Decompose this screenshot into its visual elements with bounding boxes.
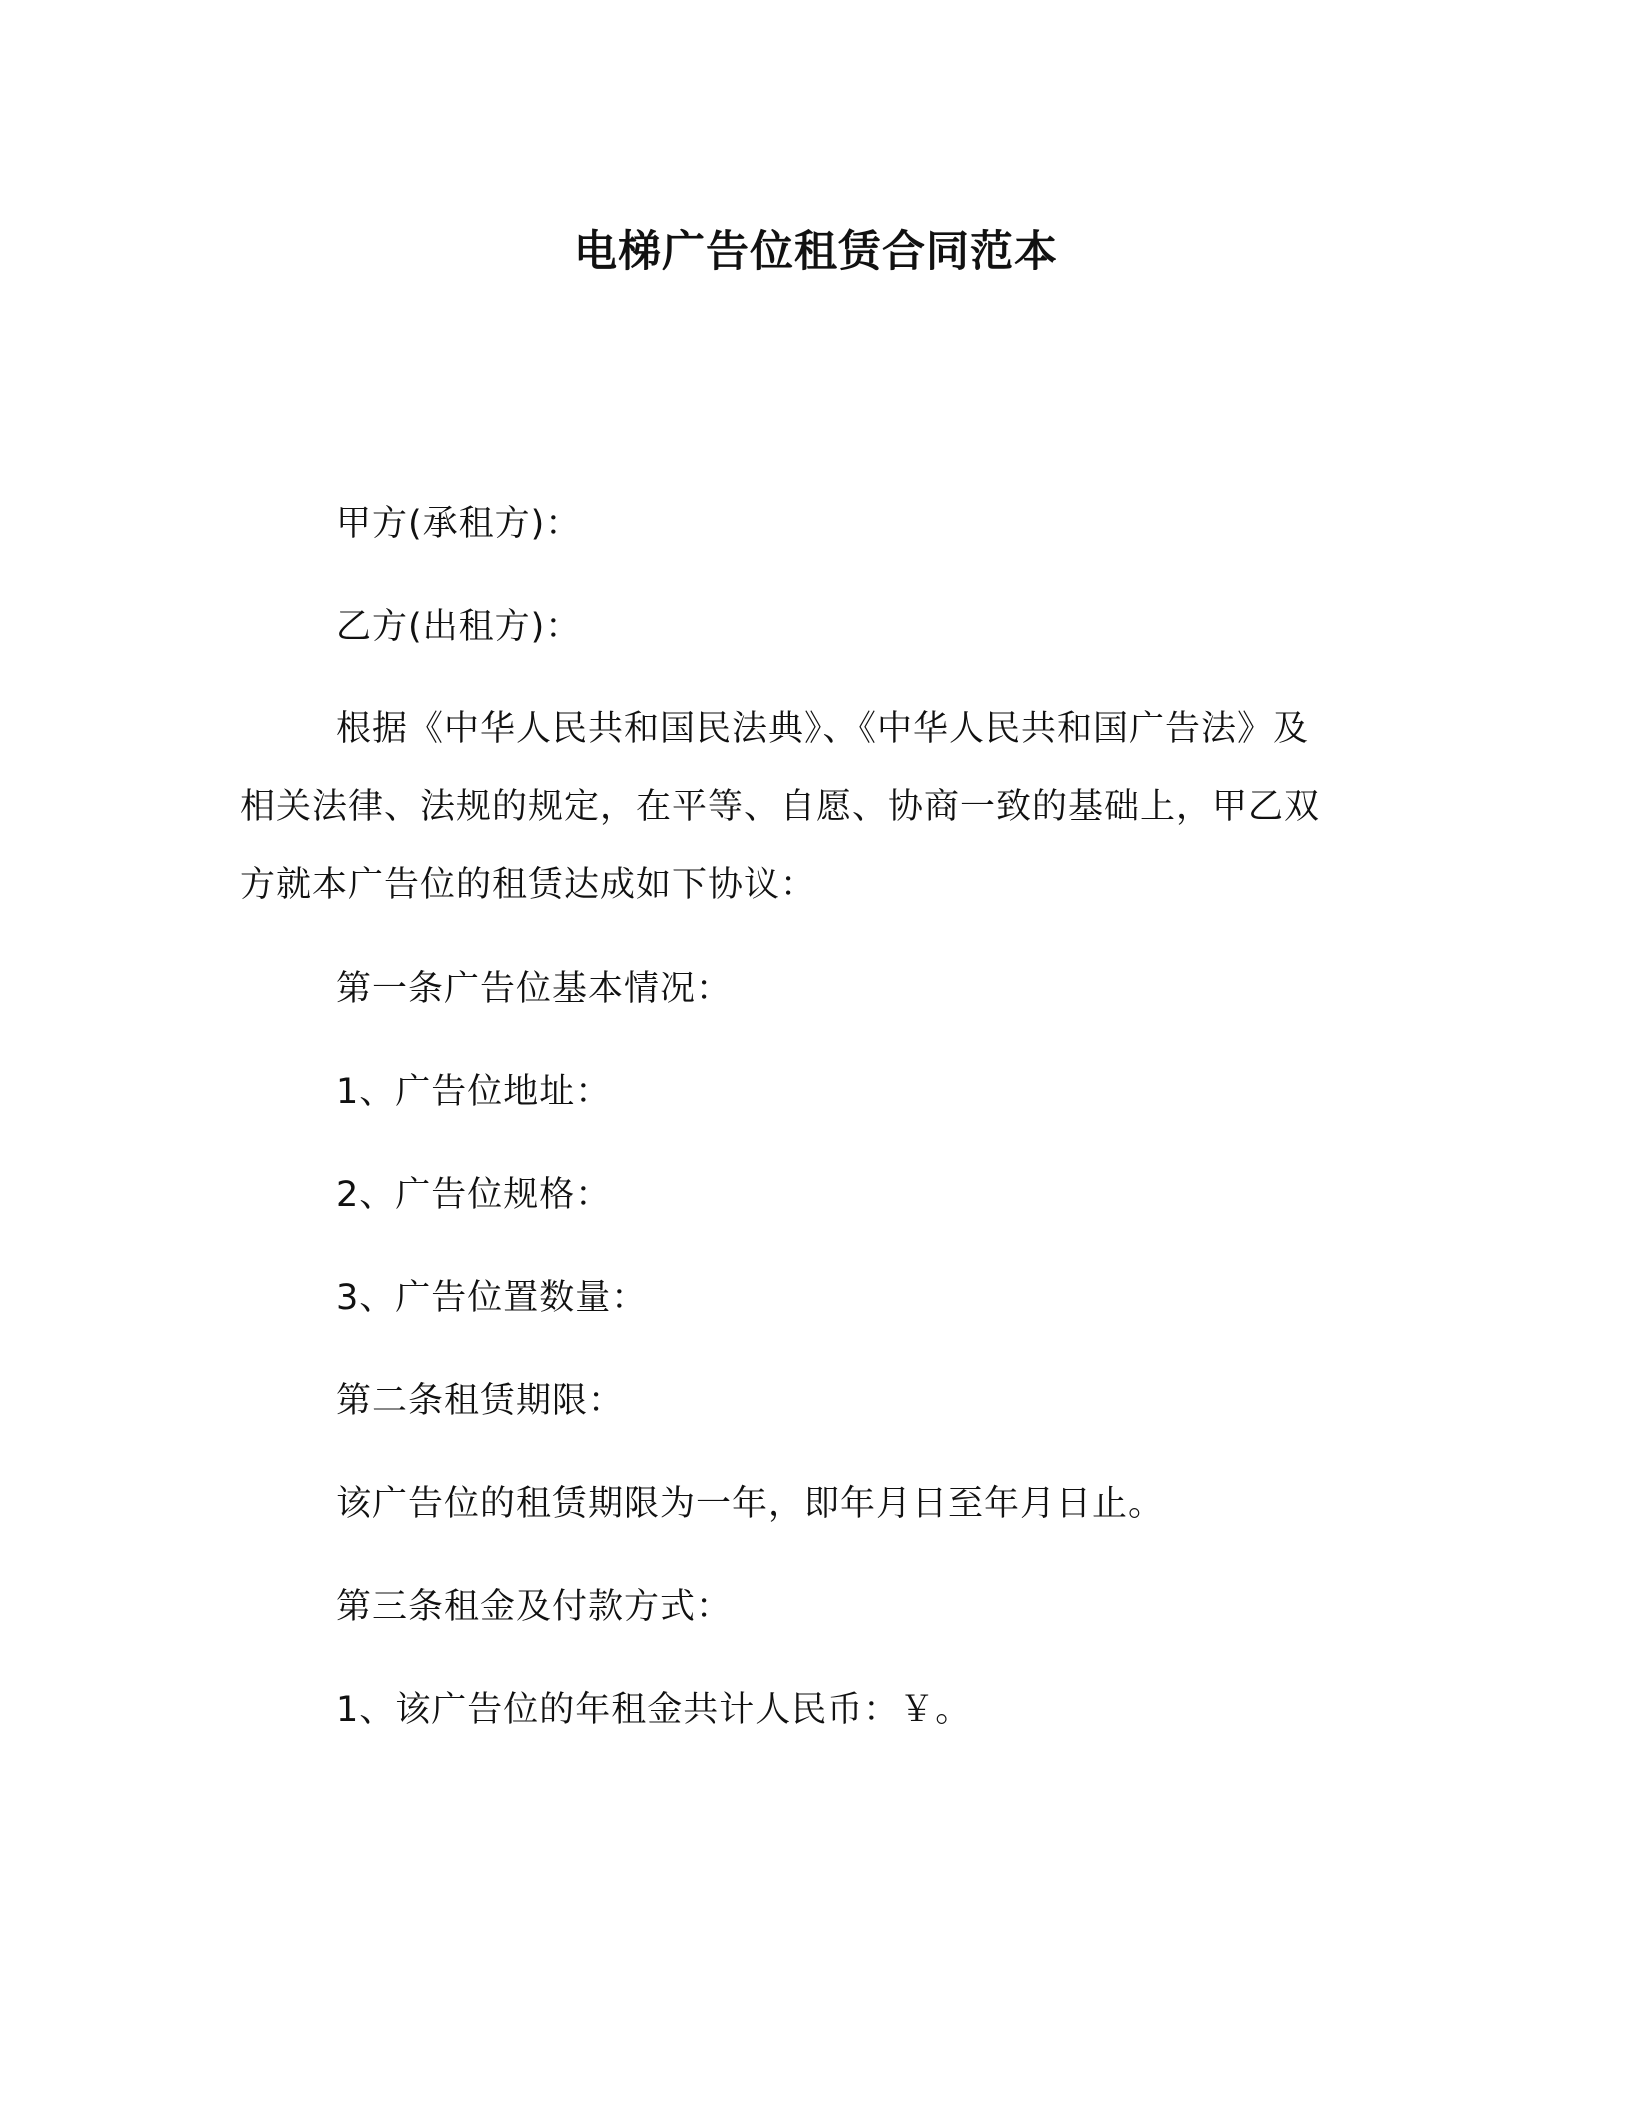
party-b-line: 乙方(出租方)：	[336, 607, 582, 647]
preamble-line: 根据《中华人民共和国民法典》、《中华人民共和国广告法》及	[336, 709, 1310, 749]
party-a-line: 甲方(承租方)：	[336, 504, 582, 544]
article3-heading: 第三条租金及付款方式：	[336, 1587, 733, 1627]
preamble-line: 方就本广告位的租赁达成如下协议：	[240, 865, 817, 905]
preamble-paragraph	[240, 690, 1400, 924]
article1-heading: 第一条广告位基本情况：	[336, 969, 733, 1009]
article1-item: 3、广告位置数量：	[336, 1278, 648, 1318]
article3-item: 1、该广告位的年租金共计人民币：￥。	[336, 1690, 972, 1730]
article2-text: 该广告位的租赁期限为一年，即年月日至年月日止。	[336, 1484, 1165, 1524]
article1-item: 2、广告位规格：	[336, 1175, 612, 1215]
preamble-line: 相关法律、法规的规定，在平等、自愿、协商一致的基础上，甲乙双	[240, 787, 1321, 827]
article2-heading: 第二条租赁期限：	[336, 1381, 625, 1421]
article1-item: 1、广告位地址：	[336, 1072, 612, 1112]
document-title: 电梯广告位租赁合同范本	[574, 227, 1058, 277]
